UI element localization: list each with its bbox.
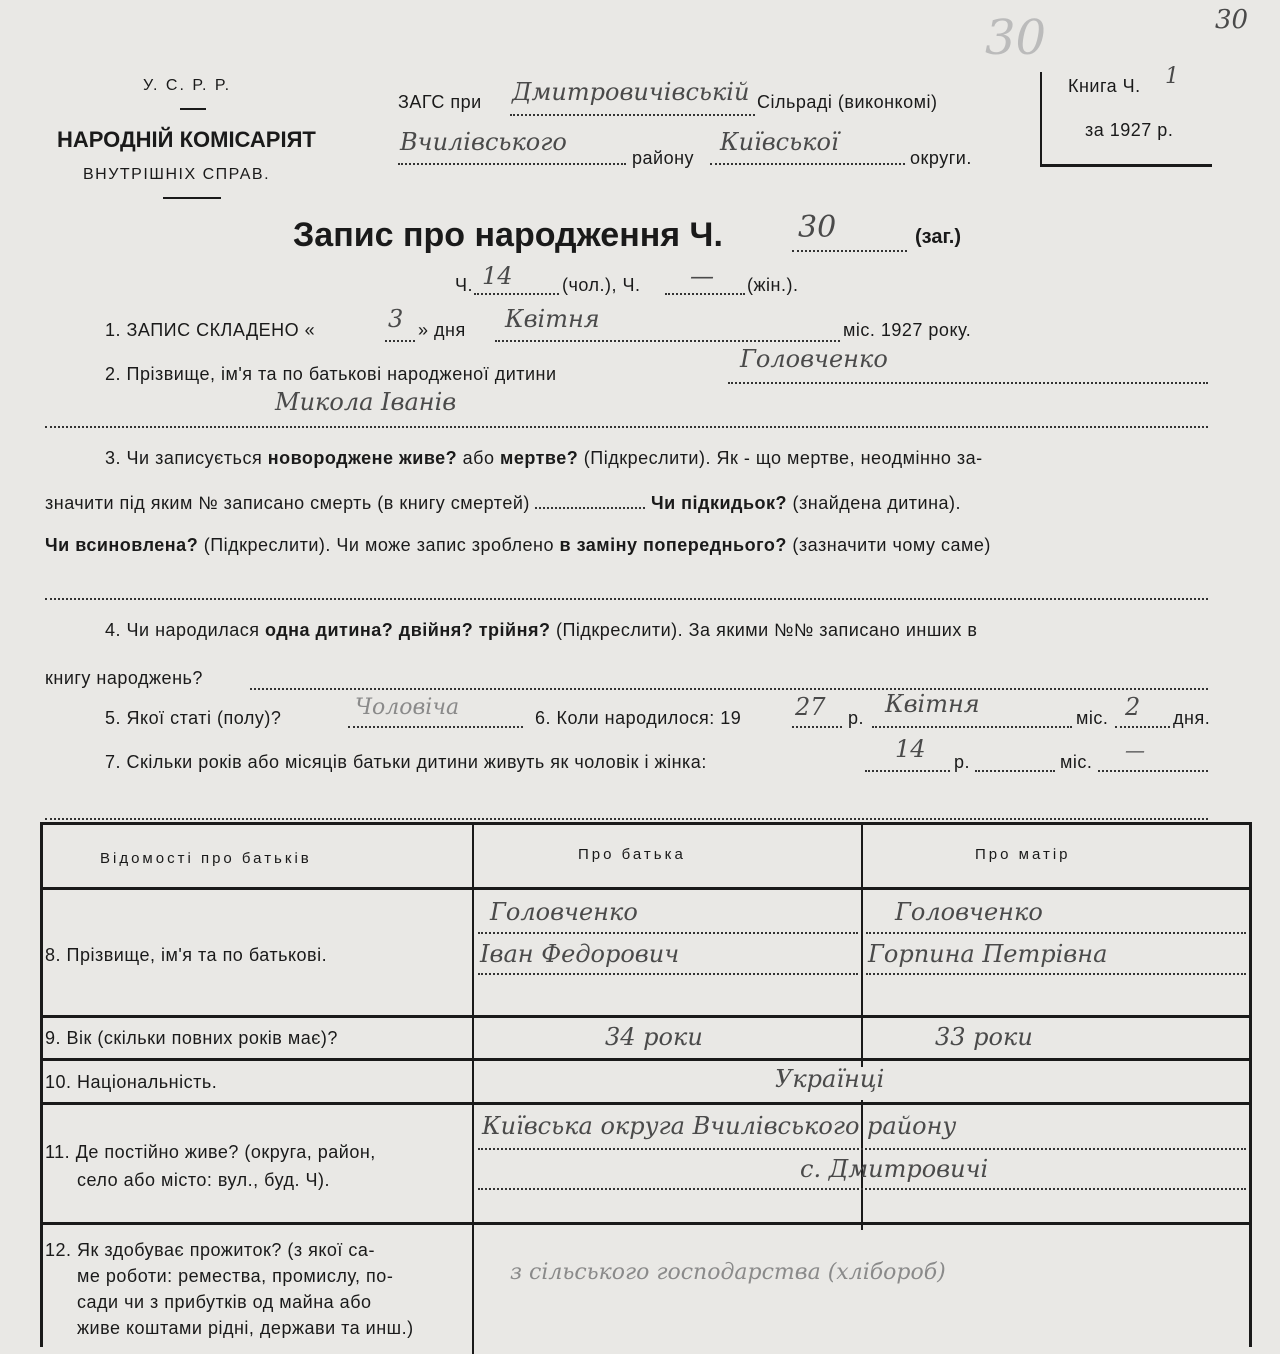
book-year-label: за 1927 р. [1085, 120, 1174, 140]
father-age: 34 роки [605, 1023, 703, 1051]
item2-label: 2. Прізвище, ім'я та по батькові народженої дитини [105, 364, 557, 384]
item7-label: 7. Скільки років або місяців батьки дитини живуть як чоловік і жінка: [105, 752, 707, 772]
commissariat-label: НАРОДНІЙ КОМІСАРІЯТ [57, 127, 316, 152]
male-prefix: Ч. [455, 275, 473, 295]
father-surname: Головченко [490, 898, 638, 926]
ink-page-number: 30 [1215, 5, 1249, 35]
nationality: Українці [775, 1065, 885, 1093]
district-label: району [632, 148, 695, 168]
text: Чи всиновлена? [45, 535, 199, 555]
record-day-field: 3 [388, 305, 404, 333]
mother-surname: Головченко [895, 898, 1043, 926]
month-suffix: міс. [1076, 708, 1109, 728]
text: (знайдена дитина). [792, 493, 962, 513]
row12-label-4: живе коштами рідні, держави та инш.) [77, 1318, 414, 1338]
marriage-months-field: — [1125, 738, 1145, 762]
row10-label: 10. Національність. [45, 1072, 218, 1092]
residence-line1: Київська округа Вчилівського району [482, 1112, 957, 1140]
header-info: Відомості про батьків [100, 850, 312, 867]
father-name: Іван Федорович [480, 940, 680, 968]
council-label: Сільраді (виконкомі) [757, 92, 938, 112]
village-council-field: Дмитровичівській [512, 78, 750, 106]
pencil-page-number: 30 [985, 10, 1047, 66]
text: або [462, 448, 495, 468]
item5-label: 5. Якої статі (полу)? [105, 708, 282, 728]
birth-month-field: Квітня [885, 690, 980, 718]
district-field: Вчилівського [400, 128, 567, 156]
text: мертве? [500, 448, 579, 468]
record-number-field: 30 [798, 210, 837, 245]
book-number-field: 1 [1165, 64, 1179, 89]
header-father: Про батька [578, 846, 686, 863]
row11-label-2: село або місто: вул., буд. Ч). [77, 1170, 330, 1190]
text: Чи підкидьок? [650, 493, 788, 513]
row12-label: 12. Як здобуває прожиток? (з якої са- [45, 1240, 375, 1260]
male-number-field: 14 [482, 262, 513, 290]
marriage-years-field: 14 [895, 735, 926, 763]
text: 4. Чи народилася [105, 620, 260, 640]
male-label: (чол.), Ч. [562, 275, 641, 295]
okruha-label: округи. [910, 148, 972, 168]
female-label: (жін.). [747, 275, 799, 295]
residence-line2: с. Дмитровичі [800, 1155, 989, 1183]
months-suffix: міс. [1060, 752, 1093, 772]
child-name-field: Микола Іванів [275, 388, 457, 416]
day-suffix: дня. [1173, 708, 1211, 728]
text: одна дитина? двійня? трійня? [264, 620, 551, 640]
mother-name: Горпина Петрівна [868, 940, 1108, 968]
item1-day-label: » дня [418, 320, 466, 340]
sex-field: Чоловіча [355, 695, 460, 720]
item4-line2: книгу народжень? [45, 668, 203, 688]
item6-label: 6. Коли народилося: 19 [535, 708, 742, 728]
text: новороджене живе? [267, 448, 458, 468]
okruha-field: Київської [720, 128, 839, 156]
zags-label: ЗАГС при [398, 92, 482, 112]
livelihood: з сільського господарства (хлібороб) [510, 1260, 946, 1285]
row11-label: 11. Де постійно живе? (округа, район, [45, 1142, 376, 1162]
item1-year-label: міс. 1927 року. [843, 320, 972, 340]
divider [163, 197, 221, 199]
text: (зазначити чому саме) [792, 535, 991, 555]
text: в заміну попереднього? [559, 535, 787, 555]
republic-label: У. С. Р. Р. [143, 77, 232, 94]
row12-label-3: сади чи з прибутків од майна або [77, 1292, 372, 1312]
years-suffix: р. [954, 752, 971, 772]
divider [180, 108, 206, 110]
mother-age: 33 роки [935, 1023, 1033, 1051]
row9-label: 9. Вік (скільки повних років має)? [45, 1028, 338, 1048]
child-surname-field: Головченко [740, 345, 888, 373]
text: (Підкреслити). За якими №№ записано инших в [556, 620, 978, 640]
text: (Підкреслити). Чи може запис зроблено [203, 535, 554, 555]
record-month-field: Квітня [505, 305, 600, 333]
text: значити під яким № записано смерть (в книгу смертей) [45, 493, 530, 513]
title-suffix: (заг.) [915, 226, 962, 248]
birth-year-field: 27 [795, 693, 826, 721]
female-number-field: — [690, 262, 714, 290]
text: (Підкреслити). Як - що мертве, неодмінно за- [583, 448, 983, 468]
page-title: Запис про народження Ч. [293, 216, 723, 254]
row8-label: 8. Прізвище, ім'я та по батькові. [45, 945, 328, 965]
birth-day-field: 2 [1125, 693, 1141, 721]
row12-label-2: ме роботи: ремества, промислу, по- [77, 1266, 394, 1286]
department-label: ВНУТРІШНІХ СПРАВ. [83, 166, 271, 183]
header-mother: Про матір [975, 846, 1071, 863]
item1-label: 1. ЗАПИС СКЛАДЕНО « [105, 320, 316, 340]
year-suffix: р. [848, 708, 865, 728]
book-label: Книга Ч. [1068, 76, 1141, 96]
text: 3. Чи записується [105, 448, 263, 468]
